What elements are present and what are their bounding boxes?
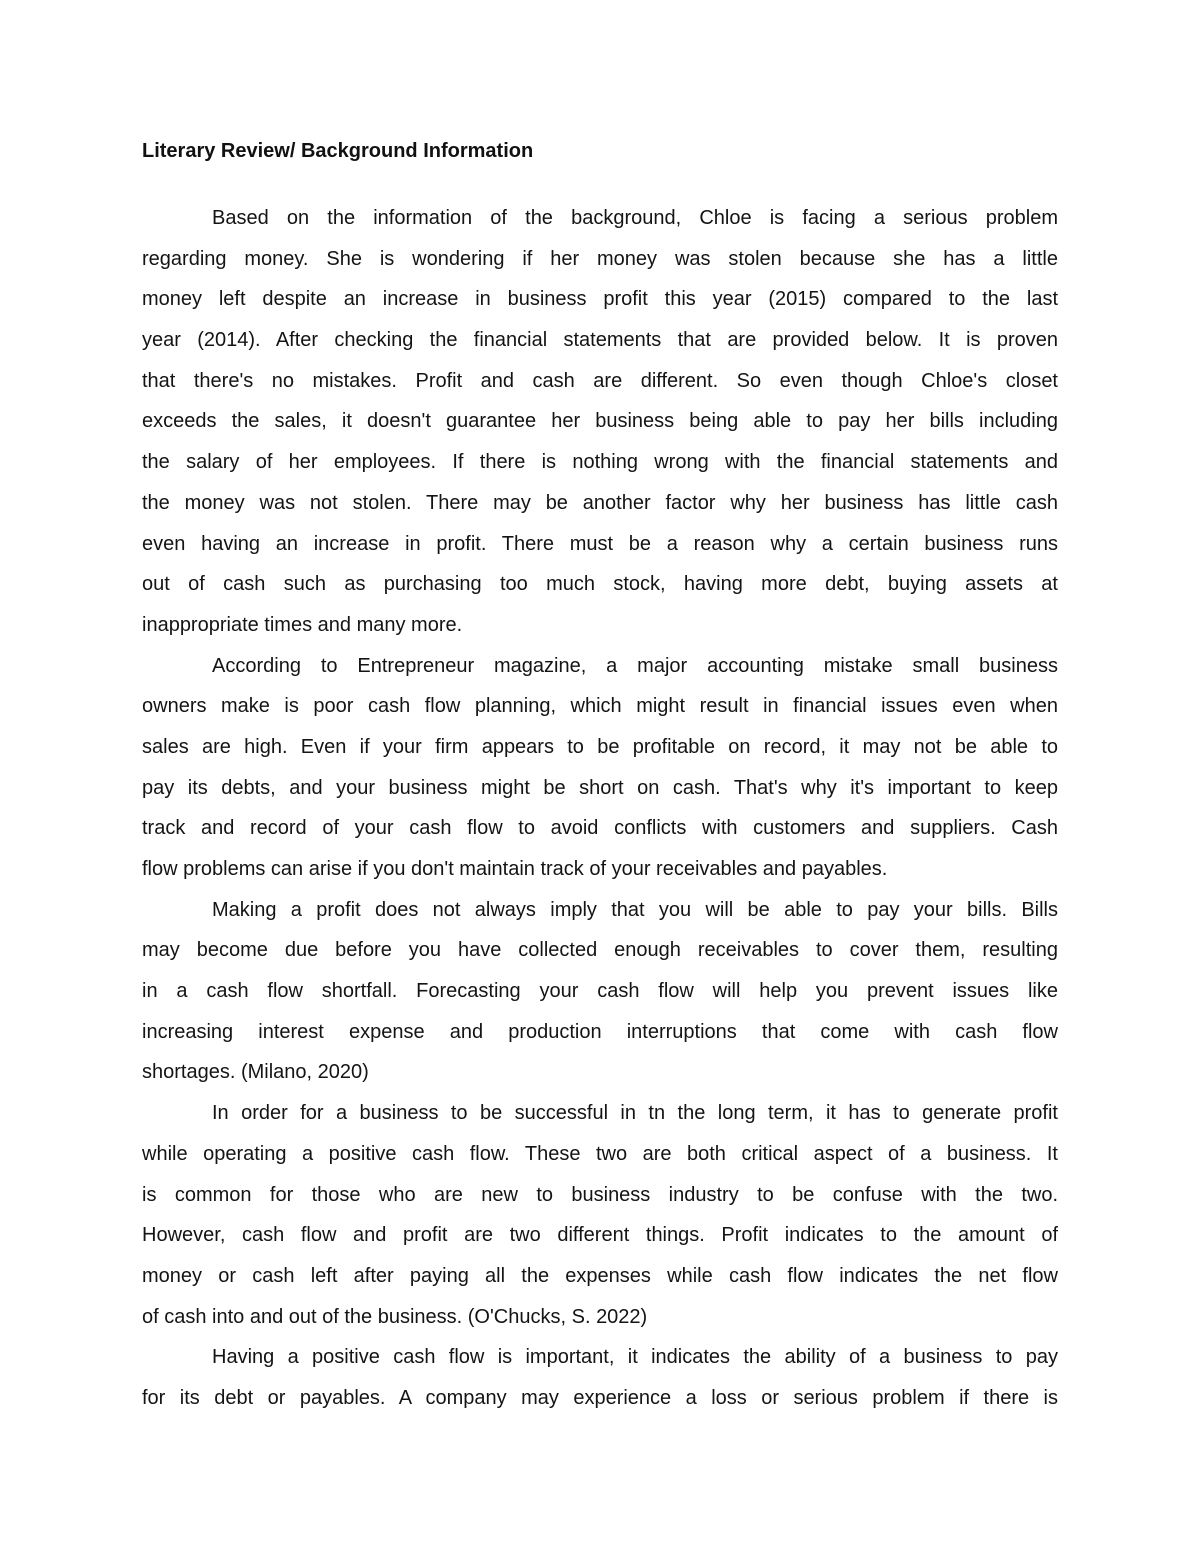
text-line: that there's no mistakes. Profit and cash are different. So even though Chloe's closet bbox=[142, 369, 1058, 392]
document-heading: Literary Review/ Background Information bbox=[142, 140, 534, 162]
text-line: regarding money. She is wondering if her money was stolen because she has a little bbox=[142, 247, 1058, 270]
text-line: while operating a positive cash flow. These two are both critical aspect of a business. It bbox=[142, 1142, 1058, 1165]
text-line: increasing interest expense and production interruptions that come with cash flow bbox=[142, 1020, 1058, 1043]
text-line: may become due before you have collected enough receivables to cover them, resulting bbox=[142, 939, 1058, 962]
text-line: for its debt or payables. A company may experience a loss or serious problem if there is bbox=[142, 1386, 1058, 1409]
text-line: track and record of your cash flow to avoid conflicts with customers and suppliers. Cash bbox=[142, 817, 1058, 840]
text-line: money left despite an increase in business profit this year (2015) compared to the last bbox=[142, 288, 1058, 311]
text-line: Making a profit does not always imply that you will be able to pay your bills. Bills bbox=[212, 898, 1058, 921]
text-line: inappropriate times and many more. bbox=[142, 613, 463, 636]
text-line: flow problems can arise if you don't maintain track of your receivables and payables. bbox=[142, 858, 888, 880]
text-line: However, cash flow and profit are two different things. Profit indicates to the amount of bbox=[142, 1224, 1058, 1247]
text-line: According to Entrepreneur magazine, a major accounting mistake small business bbox=[212, 654, 1058, 677]
text-line: Having a positive cash flow is important, it indicates the ability of a business to pay bbox=[212, 1346, 1058, 1369]
text-line: the money was not stolen. There may be another factor why her business has little cash bbox=[142, 491, 1058, 514]
paragraph-3 bbox=[142, 890, 1058, 1093]
paragraph-4 bbox=[142, 1093, 1058, 1337]
text-line: exceeds the sales, it doesn't guarantee her business being able to pay her bills including bbox=[142, 410, 1058, 433]
text-line: out of cash such as purchasing too much stock, having more debt, buying assets at bbox=[142, 573, 1058, 596]
text-line: even having an increase in profit. There must be a reason why a certain business runs bbox=[142, 532, 1058, 555]
text-line: money or cash left after paying all the expenses while cash flow indicates the net flow bbox=[142, 1264, 1058, 1287]
text-line: year (2014). After checking the financial statements that are provided below. It is proven bbox=[142, 329, 1058, 352]
text-line: Based on the information of the background, Chloe is facing a serious problem bbox=[212, 207, 1058, 229]
paragraph-5 bbox=[142, 1337, 1058, 1418]
text-line: in a cash flow shortfall. Forecasting your cash flow will help you prevent issues like bbox=[142, 980, 1058, 1003]
text-line: is common for those who are new to business industry to be confuse with the two. bbox=[142, 1183, 1058, 1206]
paragraph-2 bbox=[142, 646, 1058, 890]
text-line: shortages. (Milano, 2020) bbox=[142, 1061, 369, 1084]
text-line: sales are high. Even if your firm appears to be profitable on record, it may not be able to bbox=[142, 735, 1058, 758]
paragraph-1 bbox=[142, 198, 1058, 646]
text-line: In order for a business to be successful in tn the long term, it has to generate profit bbox=[212, 1102, 1058, 1125]
text-line: owners make is poor cash flow planning, which might result in financial issues even when bbox=[142, 695, 1058, 718]
text-line: the salary of her employees. If there is nothing wrong with the financial statements and bbox=[142, 451, 1058, 474]
text-line: pay its debts, and your business might be short on cash. That's why it's important to keep bbox=[142, 776, 1058, 799]
document-body bbox=[142, 198, 1058, 1419]
text-line: of cash into and out of the business. (O'Chucks, S. 2022) bbox=[142, 1305, 648, 1328]
